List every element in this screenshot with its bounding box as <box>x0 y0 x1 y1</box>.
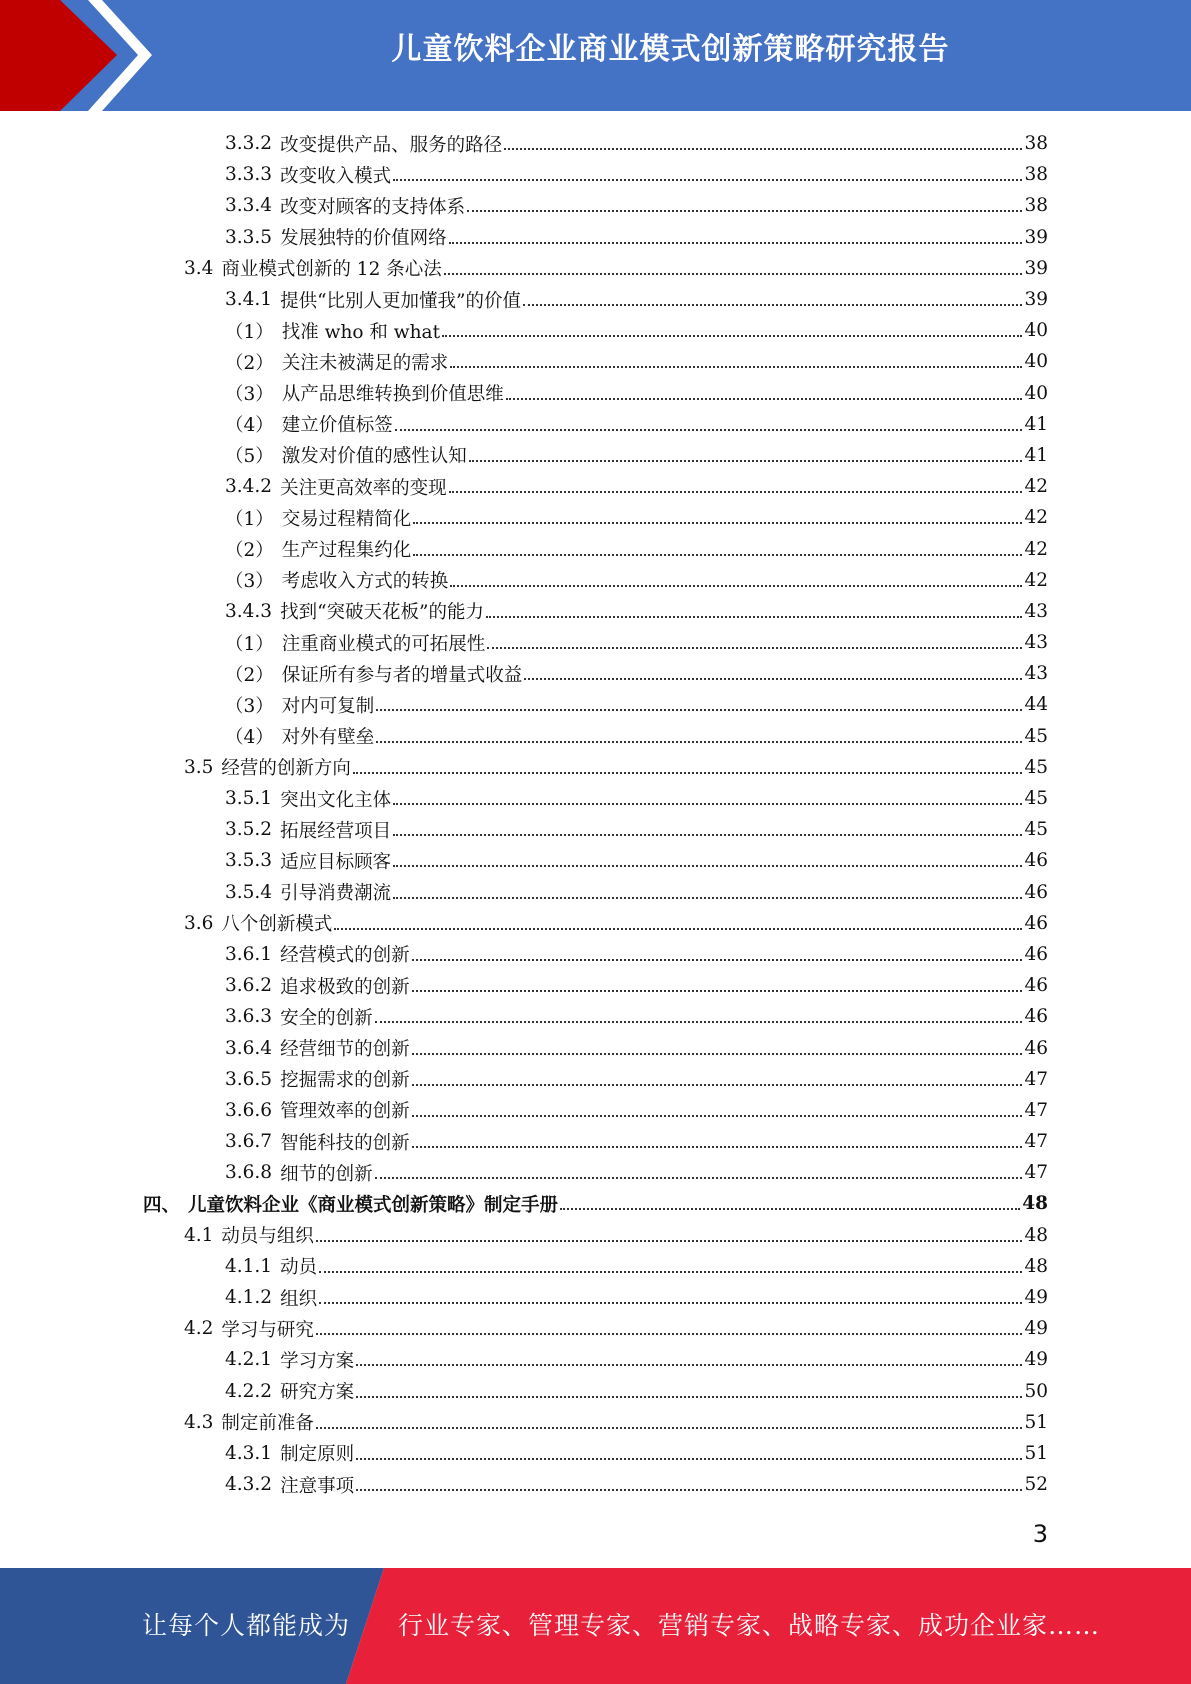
toc-entry[interactable] <box>0 939 1191 970</box>
toc-entry-title: 考虑收入方式的转换 <box>281 571 449 593</box>
toc-entry[interactable] <box>0 409 1191 440</box>
toc-dot-leader <box>487 646 1022 649</box>
toc-entry-number: 4.2 <box>184 1318 214 1340</box>
toc-entry-page: 49 <box>1024 1349 1048 1371</box>
toc-dot-leader <box>316 1239 1023 1242</box>
toc-entry[interactable] <box>0 1095 1191 1126</box>
toc-entry[interactable] <box>0 1188 1191 1219</box>
toc-entry-page: 48 <box>1024 1224 1048 1246</box>
toc-entry-page: 50 <box>1024 1380 1048 1402</box>
toc-entry-number: （2） <box>225 664 274 686</box>
toc-entry-page: 45 <box>1024 725 1048 747</box>
toc-entry[interactable] <box>0 253 1191 284</box>
toc-entry-number: （1） <box>225 633 274 655</box>
toc-dot-leader <box>319 1270 1022 1273</box>
toc-entry-title: 交易过程精简化 <box>281 508 412 530</box>
toc-entry[interactable] <box>0 1157 1191 1188</box>
toc-entry-title: 挖掘需求的创新 <box>280 1070 410 1092</box>
toc-dot-leader <box>375 1176 1023 1179</box>
toc-entry-page: 45 <box>1024 788 1048 810</box>
toc-dot-leader <box>319 1301 1022 1304</box>
toc-entry-page: 41 <box>1024 444 1048 466</box>
toc-entry-title: 适应目标顾客 <box>280 851 392 873</box>
toc-entry[interactable] <box>0 689 1191 720</box>
toc-entry-number: 3.3.5 <box>225 226 273 248</box>
toc-entry[interactable] <box>0 752 1191 783</box>
toc-dot-leader <box>524 677 1022 680</box>
toc-entry-page: 43 <box>1024 663 1048 685</box>
toc-entry-page: 46 <box>1024 943 1048 965</box>
toc-entry-title: 建立价值标签 <box>281 415 393 437</box>
toc-entry-title: 从产品思维转换到价值思维 <box>281 384 504 406</box>
toc-entry-page: 46 <box>1024 1037 1048 1059</box>
toc-entry-title: 发展独特的价值网络 <box>280 228 447 250</box>
toc-entry-page: 38 <box>1024 195 1048 217</box>
toc-dot-leader <box>356 1395 1022 1398</box>
toc-dot-leader <box>449 490 1023 493</box>
toc-entry-number: （5） <box>225 446 274 468</box>
toc-entry-title: 激发对价值的感性认知 <box>281 446 467 468</box>
toc-entry[interactable] <box>0 440 1191 471</box>
toc-entry-page: 45 <box>1024 819 1048 841</box>
toc-entry[interactable] <box>0 1438 1191 1469</box>
toc-entry-page: 46 <box>1024 1006 1048 1028</box>
toc-dot-leader <box>376 740 1022 743</box>
toc-entry[interactable] <box>0 222 1191 253</box>
toc-entry-number: （3） <box>225 571 274 593</box>
toc-entry-number: 3.6.4 <box>225 1037 273 1059</box>
toc-entry-title: 改变对顾客的支持体系 <box>280 196 466 218</box>
toc-entry[interactable] <box>0 783 1191 814</box>
toc-entry-title: 八个创新模式 <box>221 914 333 936</box>
toc-entry-page: 46 <box>1024 912 1048 934</box>
toc-entry-title: 拓展经营项目 <box>280 820 392 842</box>
toc-dot-leader <box>412 958 1023 961</box>
toc-entry-title: 改变提供产品、服务的路径 <box>280 134 503 156</box>
toc-dot-leader <box>504 147 1022 150</box>
toc-entry-number: （3） <box>225 384 274 406</box>
toc-entry-title: 关注未被满足的需求 <box>281 352 449 374</box>
toc-dot-leader <box>412 1083 1023 1086</box>
toc-entry-number: 3.5 <box>184 756 214 778</box>
toc-entry-number: 3.5.3 <box>225 850 273 872</box>
toc-entry-title: 提供“比别人更加懂我”的价值 <box>280 290 521 312</box>
toc-entry-title: 改变收入模式 <box>280 165 392 187</box>
toc-entry[interactable] <box>0 1064 1191 1095</box>
toc-dot-leader <box>376 708 1022 711</box>
toc-dot-leader <box>467 209 1022 212</box>
toc-dot-leader <box>356 1457 1022 1460</box>
toc-entry-title: 对外有壁垒 <box>281 727 375 749</box>
toc-dot-leader <box>450 584 1022 587</box>
toc-entry-number: 3.3.3 <box>225 164 273 186</box>
toc-dot-leader <box>393 178 1022 181</box>
toc-entry-number: 4.3.2 <box>225 1474 273 1496</box>
toc-dot-leader <box>442 334 1022 337</box>
page-footer <box>0 1568 1191 1684</box>
toc-entry[interactable] <box>0 471 1191 502</box>
toc-entry-number: 4.1 <box>184 1224 214 1246</box>
toc-entry[interactable] <box>0 1344 1191 1375</box>
toc-entry-page: 39 <box>1024 289 1048 311</box>
toc-entry-number: 4.1.1 <box>225 1255 273 1277</box>
toc-entry-title: 细节的创新 <box>280 1163 373 1185</box>
toc-entry[interactable] <box>0 970 1191 1001</box>
toc-entry-number: 3.6.5 <box>225 1068 273 1090</box>
toc-entry-title: 制定前准备 <box>221 1413 314 1435</box>
toc-entry-page: 42 <box>1024 538 1048 560</box>
table-of-contents <box>0 128 1191 1500</box>
toc-entry-title: 追求极致的创新 <box>280 976 410 998</box>
toc-entry-number: （1） <box>225 321 274 343</box>
toc-entry-number: 3.6.3 <box>225 1006 273 1028</box>
toc-entry-number: 3.6.1 <box>225 943 273 965</box>
toc-entry-title: 经营细节的创新 <box>280 1039 410 1061</box>
toc-entry-number: 3.4.1 <box>225 289 273 311</box>
toc-dot-leader <box>393 833 1022 836</box>
toc-entry-page: 43 <box>1024 600 1048 622</box>
toc-entry-title: 学习与研究 <box>221 1319 314 1341</box>
toc-entry-number: 3.6.7 <box>225 1131 273 1153</box>
toc-entry[interactable] <box>0 565 1191 596</box>
toc-entry[interactable] <box>0 596 1191 627</box>
toc-entry[interactable] <box>0 845 1191 876</box>
toc-dot-leader <box>375 1020 1023 1023</box>
toc-entry[interactable] <box>0 658 1191 689</box>
toc-entry-page: 39 <box>1024 226 1048 248</box>
toc-entry-number: （1） <box>225 508 274 530</box>
toc-entry-title: 制定原则 <box>280 1444 355 1466</box>
toc-entry-page: 38 <box>1024 133 1048 155</box>
toc-entry-page: 42 <box>1024 507 1048 529</box>
toc-entry[interactable] <box>0 814 1191 845</box>
toc-dot-leader <box>393 896 1022 899</box>
toc-entry[interactable] <box>0 1407 1191 1438</box>
toc-entry[interactable] <box>0 627 1191 658</box>
toc-entry[interactable] <box>0 1032 1191 1063</box>
toc-entry-page: 43 <box>1024 632 1048 654</box>
toc-entry[interactable] <box>0 284 1191 315</box>
toc-entry-number: 3.5.4 <box>225 881 273 903</box>
toc-entry-number: 3.3.4 <box>225 195 273 217</box>
toc-entry-title: 组织 <box>280 1288 318 1310</box>
toc-entry-number: （2） <box>225 540 274 562</box>
toc-entry-page: 46 <box>1024 975 1048 997</box>
toc-entry[interactable] <box>0 1313 1191 1344</box>
toc-entry-number: （4） <box>225 727 274 749</box>
toc-entry-title: 安全的创新 <box>280 1007 373 1029</box>
toc-entry[interactable] <box>0 1001 1191 1032</box>
toc-entry-number: （3） <box>225 695 274 717</box>
toc-dot-leader <box>393 864 1022 867</box>
toc-entry-page: 42 <box>1024 476 1048 498</box>
page-header <box>0 0 1191 111</box>
toc-entry-page: 52 <box>1024 1474 1048 1496</box>
toc-entry-title: 注重商业模式的可拓展性 <box>281 633 486 655</box>
toc-entry[interactable] <box>0 1469 1191 1500</box>
footer-slogan-left: 让每个人都能成为 <box>142 1611 351 1640</box>
toc-entry-page: 44 <box>1024 694 1048 716</box>
toc-entry-number: 4.1.2 <box>225 1287 273 1309</box>
toc-entry-page: 41 <box>1024 413 1048 435</box>
toc-entry-title: 动员 <box>280 1257 318 1279</box>
toc-dot-leader <box>356 1488 1022 1491</box>
toc-entry[interactable] <box>0 721 1191 752</box>
toc-entry-title: 找准 who 和 what <box>281 321 441 343</box>
toc-entry-title: 经营模式的创新 <box>280 945 410 967</box>
toc-dot-leader <box>412 989 1023 992</box>
toc-entry[interactable] <box>0 128 1191 159</box>
toc-entry-title: 学习方案 <box>280 1350 355 1372</box>
toc-entry-number: 3.4.3 <box>225 600 273 622</box>
toc-entry[interactable] <box>0 190 1191 221</box>
toc-dot-leader <box>412 1052 1023 1055</box>
toc-entry-number: 3.4 <box>184 257 214 279</box>
toc-entry-page: 47 <box>1024 1099 1048 1121</box>
red-arrow-shape <box>0 0 117 111</box>
toc-entry-title: 对内可复制 <box>281 695 375 717</box>
toc-entry-page: 46 <box>1024 881 1048 903</box>
toc-entry[interactable] <box>0 346 1191 377</box>
toc-entry-number: 四、 <box>143 1194 181 1216</box>
toc-entry[interactable] <box>0 502 1191 533</box>
toc-dot-leader <box>413 553 1022 556</box>
toc-entry-number: 3.6.6 <box>225 1099 273 1121</box>
toc-dot-leader <box>412 1145 1023 1148</box>
toc-entry-title: 找到“突破天花板”的能力 <box>280 602 484 624</box>
toc-entry-number: 3.5.2 <box>225 819 273 841</box>
toc-entry[interactable] <box>0 1220 1191 1251</box>
toc-dot-leader <box>523 303 1022 306</box>
toc-dot-leader <box>395 428 1023 431</box>
toc-entry-title: 经营的创新方向 <box>221 758 351 780</box>
toc-entry[interactable] <box>0 1251 1191 1282</box>
toc-entry-title: 关注更高效率的变现 <box>280 477 447 499</box>
toc-entry-title: 研究方案 <box>280 1382 355 1404</box>
toc-entry[interactable] <box>0 908 1191 939</box>
toc-dot-leader <box>560 1207 1020 1210</box>
toc-entry-page: 51 <box>1024 1442 1048 1464</box>
toc-entry-number: 3.6 <box>184 912 214 934</box>
toc-entry-title: 儿童饮料企业《商业模式创新策略》制定手册 <box>188 1194 559 1216</box>
toc-entry-title: 保证所有参与者的增量式收益 <box>281 664 523 686</box>
toc-entry-page: 47 <box>1024 1068 1048 1090</box>
toc-entry-page: 49 <box>1024 1287 1048 1309</box>
toc-entry-page: 45 <box>1024 756 1048 778</box>
toc-entry-number: 3.6.8 <box>225 1162 273 1184</box>
toc-dot-leader <box>444 272 1023 275</box>
toc-entry-number: 4.2.1 <box>225 1349 273 1371</box>
toc-entry-title: 生产过程集约化 <box>281 540 412 562</box>
toc-entry-page: 46 <box>1024 850 1048 872</box>
toc-entry-page: 48 <box>1024 1255 1048 1277</box>
toc-dot-leader <box>486 615 1022 618</box>
toc-dot-leader <box>506 397 1023 400</box>
toc-entry-title: 商业模式创新的 12 条心法 <box>221 259 442 281</box>
toc-entry-title: 智能科技的创新 <box>280 1132 410 1154</box>
toc-dot-leader <box>450 365 1022 368</box>
report-title: 儿童饮料企业商业模式创新策略研究报告 <box>391 32 950 67</box>
footer-slogan-right: 行业专家、管理专家、营销专家、战略专家、成功企业家…… <box>398 1611 1101 1640</box>
toc-entry-page: 39 <box>1024 257 1048 279</box>
toc-dot-leader <box>449 241 1023 244</box>
toc-dot-leader <box>316 1332 1023 1335</box>
toc-entry-number: 3.3.2 <box>225 133 273 155</box>
toc-dot-leader <box>469 459 1023 462</box>
toc-entry-page: 42 <box>1024 569 1048 591</box>
toc-entry[interactable] <box>0 159 1191 190</box>
toc-entry-page: 47 <box>1024 1162 1048 1184</box>
page-number: 3 <box>1032 1520 1048 1548</box>
toc-entry-page: 48 <box>1022 1193 1048 1215</box>
toc-entry-number: 4.3 <box>184 1411 214 1433</box>
toc-entry[interactable] <box>0 1376 1191 1407</box>
toc-entry[interactable] <box>0 1126 1191 1157</box>
toc-dot-leader <box>353 771 1023 774</box>
toc-dot-leader <box>413 521 1022 524</box>
toc-entry-number: （2） <box>225 352 274 374</box>
toc-dot-leader <box>356 1363 1022 1366</box>
toc-entry-number: 3.6.2 <box>225 975 273 997</box>
toc-entry-title: 注意事项 <box>280 1475 355 1497</box>
toc-entry-page: 40 <box>1024 351 1048 373</box>
toc-dot-leader <box>316 1426 1023 1429</box>
toc-entry-number: 4.2.2 <box>225 1380 273 1402</box>
toc-entry-title: 突出文化主体 <box>280 789 392 811</box>
toc-entry[interactable] <box>0 1282 1191 1313</box>
toc-entry-title: 引导消费潮流 <box>280 883 392 905</box>
toc-dot-leader <box>393 802 1022 805</box>
toc-entry-page: 49 <box>1024 1318 1048 1340</box>
toc-entry-number: 3.5.1 <box>225 788 273 810</box>
toc-entry-page: 40 <box>1024 320 1048 342</box>
toc-entry[interactable] <box>0 378 1191 409</box>
toc-entry-page: 38 <box>1024 164 1048 186</box>
toc-entry-number: 3.4.2 <box>225 476 273 498</box>
toc-entry-title: 管理效率的创新 <box>280 1101 410 1123</box>
toc-entry[interactable] <box>0 315 1191 346</box>
toc-entry-number: 4.3.1 <box>225 1442 273 1464</box>
toc-entry-page: 47 <box>1024 1131 1048 1153</box>
toc-entry-number: （4） <box>225 415 274 437</box>
toc-entry-page: 40 <box>1024 382 1048 404</box>
toc-dot-leader <box>412 1114 1023 1117</box>
toc-entry-title: 动员与组织 <box>221 1226 314 1248</box>
toc-dot-leader <box>334 927 1022 930</box>
toc-entry[interactable] <box>0 533 1191 564</box>
toc-entry-page: 51 <box>1024 1411 1048 1433</box>
toc-entry[interactable] <box>0 877 1191 908</box>
